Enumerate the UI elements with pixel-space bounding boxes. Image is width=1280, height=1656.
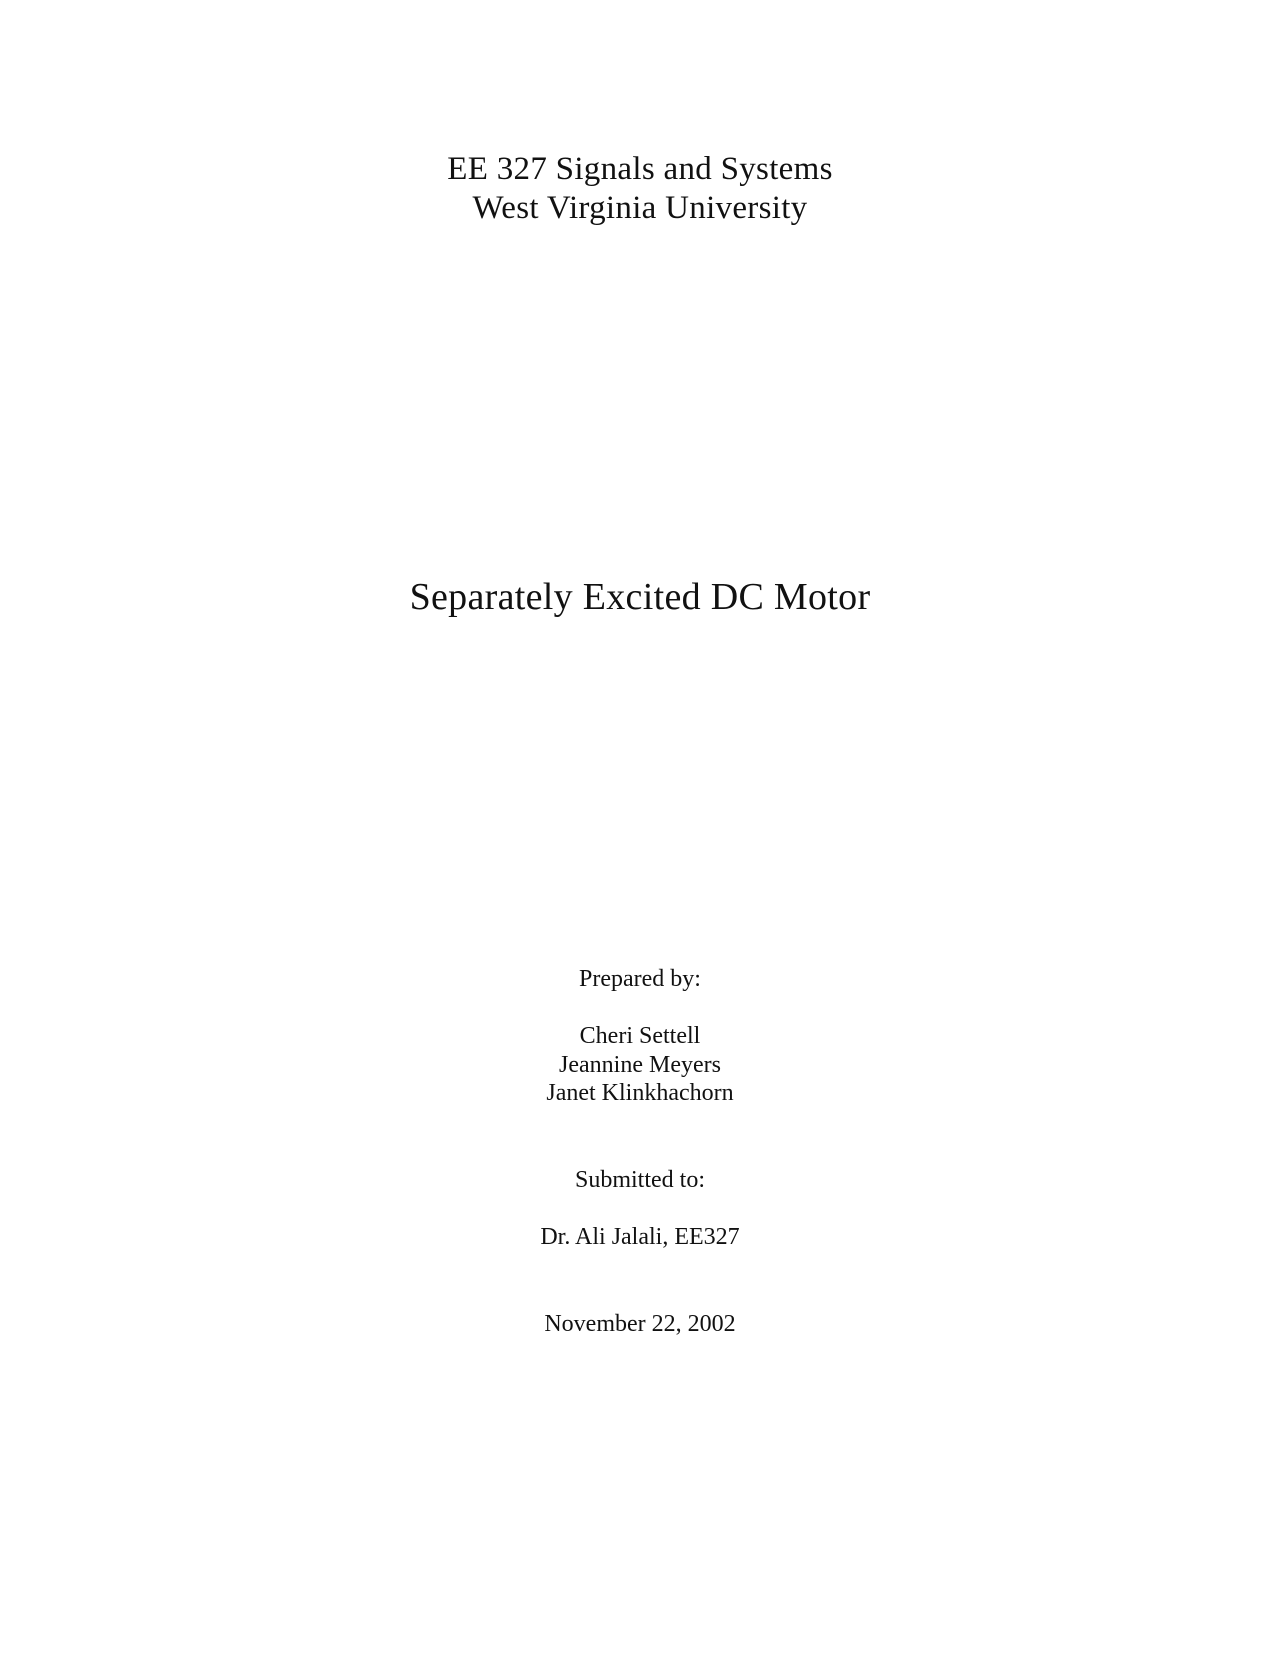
submitted-to-label: Submitted to: — [574, 1167, 705, 1193]
author-name: Janet Klinkhachorn — [546, 1080, 734, 1106]
prepared-by-label: Prepared by: — [579, 966, 701, 992]
university-heading: West Virginia University — [472, 190, 808, 226]
author-name: Jeannine Meyers — [559, 1052, 721, 1078]
course-heading: EE 327 Signals and Systems — [447, 151, 833, 187]
author-name: Cheri Settell — [579, 1023, 701, 1049]
report-title: Separately Excited DC Motor — [409, 576, 871, 618]
recipient-name: Dr. Ali Jalali, EE327 — [540, 1224, 740, 1250]
report-date: November 22, 2002 — [544, 1311, 736, 1337]
